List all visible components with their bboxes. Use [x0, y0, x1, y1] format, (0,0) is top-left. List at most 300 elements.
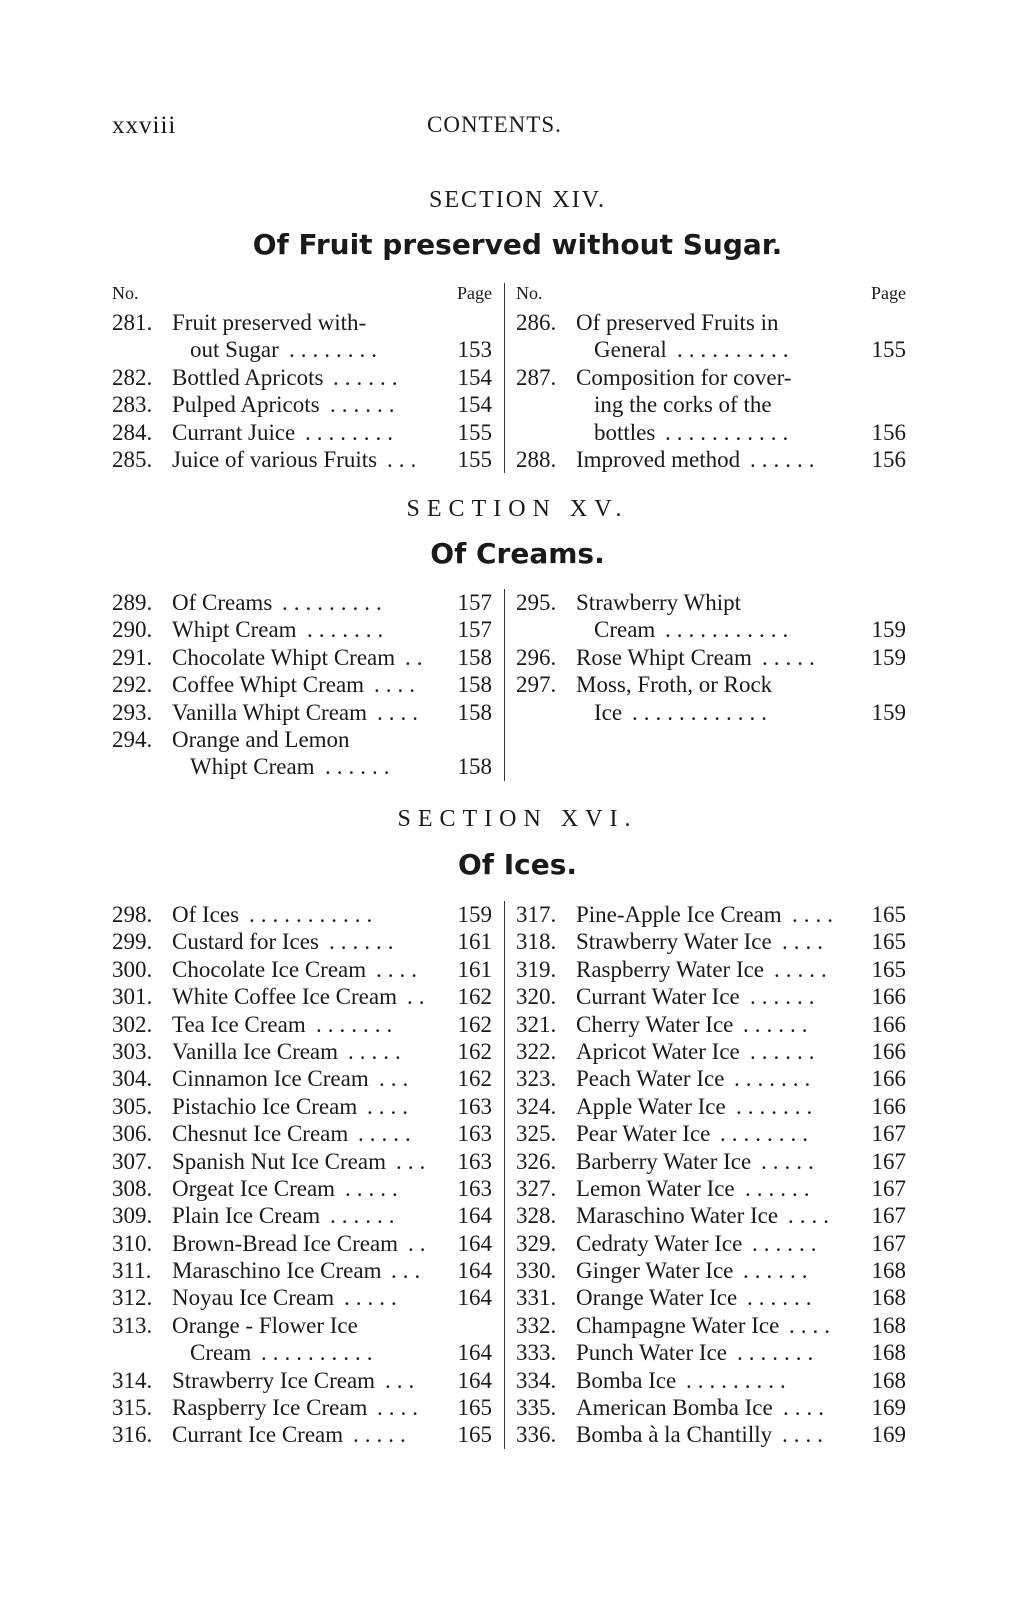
entry-page: 167 [871, 1175, 906, 1201]
entry-number: 307. [112, 1148, 153, 1174]
leader-dots: .......... [677, 337, 795, 363]
entry-title: Improved method [576, 446, 741, 472]
toc-entry [112, 983, 492, 1010]
entry-page: 163 [457, 1093, 492, 1119]
entry-title: Moss, Froth, or Rock [576, 672, 773, 698]
toc-line [112, 336, 492, 363]
leader-dots: ...... [333, 364, 404, 390]
entry-number: 317. [516, 902, 557, 927]
toc-line [112, 1093, 492, 1120]
toc-line [112, 1038, 492, 1065]
toc-entry [112, 616, 492, 643]
entry-number: 334. [516, 1367, 557, 1393]
toc-entry [516, 309, 906, 364]
entry-number: 293. [112, 699, 153, 725]
toc-line [112, 928, 492, 955]
entry-title: Strawberry Water Ice [576, 929, 772, 955]
leader-dots: .... [367, 1093, 414, 1119]
entry-page: 155 [871, 337, 906, 363]
leader-dots: ...... [330, 392, 401, 418]
leader-dots: .. [405, 644, 429, 670]
toc-line [516, 1394, 906, 1421]
entry-title: Pistachio Ice Cream [172, 1093, 358, 1119]
entry-title: Chocolate Ice Cream [172, 956, 367, 982]
leader-dots: ....... [737, 1340, 820, 1366]
left-column [112, 589, 492, 781]
entry-title: Currant Juice [172, 419, 296, 445]
entry-title: Composition for cover- [576, 364, 792, 390]
entry-title: Champagne Water Ice [576, 1312, 780, 1338]
leader-dots: .... [783, 1395, 830, 1421]
entry-page: 153 [457, 337, 492, 363]
entry-title: Fruit preserved with- [172, 310, 367, 335]
entry-page: 168 [871, 1340, 906, 1366]
entry-number: 284. [112, 419, 153, 445]
leader-dots: ....... [316, 1011, 399, 1037]
entry-number: 311. [112, 1258, 152, 1284]
entry-title: Maraschino Water Ice [576, 1203, 779, 1229]
leader-dots: ...... [747, 1285, 818, 1311]
toc-line [112, 956, 492, 983]
entry-title: Chesnut Ice Cream [172, 1121, 349, 1147]
entry-number: 335. [516, 1395, 557, 1421]
entry-page: 166 [871, 984, 906, 1010]
toc-entry [516, 1038, 906, 1065]
entry-page: 164 [457, 1203, 492, 1229]
entry-title: Vanilla Whipt Cream [172, 699, 368, 725]
leader-dots: ...... [752, 1230, 823, 1256]
page-header [112, 112, 912, 152]
entry-number: 282. [112, 364, 153, 390]
toc-entry [516, 1202, 906, 1229]
leader-dots: .......... [261, 1340, 379, 1366]
entry-title: American Bomba Ice [576, 1395, 773, 1421]
toc-line [112, 1120, 492, 1147]
entry-number: 285. [112, 446, 153, 472]
toc-line [516, 901, 906, 928]
leader-dots: ........... [665, 419, 795, 445]
entry-number: 321. [516, 1011, 557, 1037]
toc-line [516, 1367, 906, 1394]
leader-dots: ......... [282, 590, 388, 615]
toc-line [112, 983, 492, 1010]
entry-page: 167 [871, 1121, 906, 1147]
toc-entry [112, 1175, 492, 1202]
leader-dots: ..... [348, 1038, 407, 1064]
toc-line [516, 1339, 906, 1366]
entry-number: 290. [112, 617, 153, 643]
toc-line [516, 419, 906, 446]
entry-page: 167 [871, 1148, 906, 1174]
toc-line [516, 1120, 906, 1147]
entry-number: 324. [516, 1093, 557, 1119]
entry-title: Cherry Water Ice [576, 1011, 734, 1037]
leader-dots: ... [391, 1258, 427, 1284]
toc-line [112, 1367, 492, 1394]
section-entries [112, 283, 906, 473]
entry-title: Orgeat Ice Cream [172, 1175, 336, 1201]
toc-line [112, 1339, 492, 1366]
toc-line [516, 699, 906, 726]
entry-number: 329. [516, 1230, 557, 1256]
leader-dots: ...... [329, 929, 400, 955]
entry-page: 159 [871, 617, 906, 643]
leader-dots: ...... [743, 1258, 814, 1284]
entry-page: 166 [871, 1066, 906, 1092]
column-divider [504, 901, 505, 1449]
leader-dots: ..... [345, 1175, 404, 1201]
entry-page: 163 [457, 1175, 492, 1201]
toc-entry [112, 956, 492, 983]
entry-page: 165 [457, 1395, 492, 1421]
toc-line [112, 391, 492, 418]
leader-dots: ..... [358, 1121, 417, 1147]
section-title: Of Fruit preserved without Sugar. [252, 228, 783, 261]
entry-number: 302. [112, 1011, 153, 1037]
entry-number: 313. [112, 1312, 153, 1338]
toc-line [516, 446, 906, 473]
toc-entry [516, 1284, 906, 1311]
entry-number: 296. [516, 644, 557, 670]
right-column [516, 901, 906, 1449]
entry-title: Chocolate Whipt Cream [172, 644, 396, 670]
toc-entry [112, 928, 492, 955]
entry-title: Of preserved Fruits in [576, 310, 779, 335]
entry-page: 167 [871, 1203, 906, 1229]
toc-entry [516, 1065, 906, 1092]
toc-entry [516, 1367, 906, 1394]
leader-dots: ......... [686, 1367, 792, 1393]
toc-line [516, 589, 906, 616]
entry-title: Peach Water Ice [576, 1066, 725, 1092]
entry-title: Tea Ice Cream [172, 1011, 306, 1037]
entry-page: 159 [871, 699, 906, 725]
entry-page: 168 [871, 1367, 906, 1393]
entry-number: 319. [516, 956, 557, 982]
entry-title: Bomba Ice [576, 1367, 677, 1393]
entry-title: Ginger Water Ice [576, 1258, 734, 1284]
toc-line [516, 1011, 906, 1038]
entry-number: 332. [516, 1312, 557, 1338]
entry-page: 165 [871, 956, 906, 982]
entry-title: Coffee Whipt Cream [172, 672, 365, 698]
entry-page: 156 [871, 446, 906, 472]
toc-entry [516, 928, 906, 955]
entry-title: Barberry Water Ice [576, 1148, 752, 1174]
right-column [516, 283, 906, 473]
entry-number: 331. [516, 1285, 557, 1311]
toc-line [516, 1202, 906, 1229]
entry-page: 169 [871, 1422, 906, 1448]
toc-line [516, 1230, 906, 1257]
leader-dots: ...... [750, 1038, 821, 1064]
entry-number: 316. [112, 1422, 153, 1448]
entry-page: 167 [871, 1230, 906, 1256]
entry-title: Raspberry Water Ice [576, 956, 765, 982]
entry-title: Cream [594, 617, 656, 643]
entry-number: 295. [516, 590, 557, 615]
toc-line [112, 446, 492, 473]
leader-dots: ........ [720, 1121, 814, 1147]
entry-page: 164 [457, 1367, 492, 1393]
entry-title: Brown-Bread Ice Cream [172, 1230, 399, 1256]
entry-page: 165 [871, 929, 906, 955]
leader-dots: .. [407, 984, 431, 1010]
entry-number: 333. [516, 1340, 557, 1366]
entry-number: 312. [112, 1285, 153, 1311]
toc-line [516, 1038, 906, 1065]
toc-entry [516, 671, 906, 726]
entry-number: 281. [112, 310, 153, 335]
entry-title: Pulped Apricots [172, 392, 320, 418]
entry-title: Lemon Water Ice [576, 1175, 735, 1201]
entry-page: 158 [457, 672, 492, 698]
entry-number: 297. [516, 672, 557, 698]
entry-title: General [594, 337, 667, 363]
toc-line [516, 616, 906, 643]
toc-entry [112, 1202, 492, 1229]
toc-line [516, 1148, 906, 1175]
entry-page: 155 [457, 419, 492, 445]
leader-dots: ...... [330, 1203, 401, 1229]
leader-dots: ... [379, 1066, 415, 1092]
entry-number: 309. [112, 1203, 153, 1229]
toc-entry [516, 1120, 906, 1147]
entry-page: 169 [871, 1395, 906, 1421]
toc-entry [112, 364, 492, 391]
toc-line [516, 1065, 906, 1092]
entry-page: 163 [457, 1121, 492, 1147]
entry-number: 304. [112, 1066, 153, 1092]
toc-line [112, 589, 492, 616]
toc-entry [112, 726, 492, 781]
toc-line [516, 983, 906, 1010]
entry-number: 287. [516, 364, 557, 390]
toc-line [516, 1257, 906, 1284]
leader-dots: ..... [353, 1422, 412, 1448]
toc-entry [516, 1011, 906, 1038]
toc-line [112, 1421, 492, 1448]
leader-dots: .... [792, 902, 839, 927]
toc-line [112, 1202, 492, 1229]
entry-title: Spanish Nut Ice Cream [172, 1148, 386, 1174]
page-heading: Page [457, 283, 492, 303]
entry-number: 308. [112, 1175, 153, 1201]
entry-number: 322. [516, 1038, 557, 1064]
entry-title: Of Ices [172, 902, 240, 927]
entry-number: 318. [516, 929, 557, 955]
toc-line [112, 309, 492, 336]
section-title: Of Creams. [430, 537, 605, 570]
entry-title: Custard for Ices [172, 929, 319, 955]
entry-page: 155 [457, 446, 492, 472]
toc-line [112, 753, 492, 780]
entry-title: Cedraty Water Ice [576, 1230, 743, 1256]
toc-entry [112, 671, 492, 698]
toc-entry [112, 901, 492, 928]
entry-page: 168 [871, 1258, 906, 1284]
entry-title: Orange - Flower Ice [172, 1312, 358, 1338]
toc-entry [516, 1093, 906, 1120]
toc-entry [516, 446, 906, 473]
entry-number: 283. [112, 392, 153, 418]
toc-line [516, 928, 906, 955]
column-header [112, 283, 492, 309]
toc-line [516, 364, 906, 391]
leader-dots: .... [788, 1203, 835, 1229]
section-title: Of Ices. [457, 848, 578, 881]
entry-title: bottles [594, 419, 656, 445]
entry-number: 320. [516, 984, 557, 1010]
toc-entry [516, 983, 906, 1010]
leader-dots: .... [377, 699, 424, 725]
entry-title: Cinnamon Ice Cream [172, 1066, 369, 1092]
leader-dots: ... [387, 446, 423, 472]
entry-number: 292. [112, 672, 153, 698]
leader-dots: ..... [761, 1148, 820, 1174]
entry-title: Rose Whipt Cream [576, 644, 752, 670]
entry-number: 328. [516, 1203, 557, 1229]
leader-dots: ..... [762, 644, 821, 670]
toc-line [516, 1284, 906, 1311]
toc-entry [112, 699, 492, 726]
entry-number: 315. [112, 1395, 153, 1421]
entry-title: Orange and Lemon [172, 726, 350, 752]
column-divider [504, 283, 505, 473]
entry-page: 158 [457, 754, 492, 780]
toc-line [112, 901, 492, 928]
toc-entry [112, 446, 492, 473]
toc-entry [112, 589, 492, 616]
toc-entry [112, 1011, 492, 1038]
entry-title: Strawberry Ice Cream [172, 1367, 376, 1393]
entry-number: 286. [516, 310, 557, 335]
entry-page: 159 [457, 902, 492, 927]
entry-number: 336. [516, 1422, 557, 1448]
entry-number: 288. [516, 446, 557, 472]
entry-number: 330. [516, 1258, 557, 1284]
section-label: SECTION XIV. [429, 187, 606, 213]
toc-entry [516, 1394, 906, 1421]
page-number: xxviii [112, 112, 177, 139]
no-heading: No. [516, 283, 543, 303]
entry-page: 157 [457, 617, 492, 643]
entry-title: Bottled Apricots [172, 364, 324, 390]
leader-dots: ...... [750, 446, 821, 472]
entry-page: 162 [457, 1066, 492, 1092]
entry-number: 305. [112, 1093, 153, 1119]
toc-entry [112, 309, 492, 364]
toc-line [112, 419, 492, 446]
toc-line [112, 364, 492, 391]
entry-title: Raspberry Ice Cream [172, 1395, 368, 1421]
entry-page: 161 [457, 929, 492, 955]
entry-page: 162 [457, 1038, 492, 1064]
toc-line [112, 1312, 492, 1339]
entry-page: 154 [457, 392, 492, 418]
toc-entry [112, 1257, 492, 1284]
entry-page: 162 [457, 984, 492, 1010]
entry-page: 164 [457, 1340, 492, 1366]
entry-title: Strawberry Whipt [576, 590, 742, 615]
entry-title: Maraschino Ice Cream [172, 1258, 382, 1284]
toc-entry [516, 901, 906, 928]
entry-title: Noyau Ice Cream [172, 1285, 335, 1311]
leader-dots: ........ [289, 337, 383, 363]
leader-dots: ..... [344, 1285, 403, 1311]
entry-title: Bomba à la Chantilly [576, 1422, 773, 1448]
toc-line [112, 616, 492, 643]
entry-page: 166 [871, 1038, 906, 1064]
toc-line [516, 1421, 906, 1448]
toc-entry [112, 1230, 492, 1257]
entry-title: out Sugar [190, 337, 279, 363]
toc-entry [112, 1284, 492, 1311]
entry-page: 158 [457, 699, 492, 725]
toc-line [112, 1284, 492, 1311]
toc-line [516, 1175, 906, 1202]
entry-number: 303. [112, 1038, 153, 1064]
entry-title: Punch Water Ice [576, 1340, 727, 1366]
entry-page: 164 [457, 1285, 492, 1311]
toc-line [112, 1065, 492, 1092]
entry-title: Of Creams [172, 590, 273, 615]
leader-dots: .. [408, 1230, 432, 1256]
entry-title: Plain Ice Cream [172, 1203, 321, 1229]
entry-page: 165 [457, 1422, 492, 1448]
leader-dots: ............ [632, 699, 773, 725]
toc-line [112, 699, 492, 726]
entry-page: 166 [871, 1093, 906, 1119]
entry-number: 327. [516, 1175, 557, 1201]
entry-title: Whipt Cream [172, 617, 297, 643]
left-column [112, 901, 492, 1449]
left-column [112, 283, 492, 473]
toc-entry [516, 1148, 906, 1175]
entry-number: 289. [112, 590, 153, 615]
toc-entry [112, 1367, 492, 1394]
entry-page: 154 [457, 364, 492, 390]
toc-entry [112, 644, 492, 671]
leader-dots: ... [385, 1367, 421, 1393]
entry-title: Apple Water Ice [576, 1093, 726, 1119]
toc-entry [112, 1421, 492, 1448]
leader-dots: ...... [745, 1175, 816, 1201]
section-label: SECTION XVI. [397, 806, 638, 832]
section-entries [112, 589, 906, 781]
toc-line [516, 671, 906, 698]
entry-number: 294. [112, 726, 153, 752]
leader-dots: .... [374, 672, 421, 698]
toc-line [112, 1394, 492, 1421]
no-heading: No. [112, 283, 139, 303]
leader-dots: ........ [305, 419, 399, 445]
toc-line [112, 1230, 492, 1257]
entry-number: 325. [516, 1121, 557, 1147]
running-title: CONTENTS. [427, 112, 562, 137]
toc-line [112, 1175, 492, 1202]
entry-title: White Coffee Ice Cream [172, 984, 397, 1010]
leader-dots: .... [376, 956, 423, 982]
entry-page: 157 [457, 590, 492, 615]
toc-line [112, 1148, 492, 1175]
toc-entry [516, 364, 906, 446]
column-divider [504, 589, 505, 781]
leader-dots: ........... [249, 902, 379, 927]
toc-line [516, 391, 906, 418]
toc-line [516, 336, 906, 363]
entry-title: Whipt Cream [190, 754, 315, 780]
